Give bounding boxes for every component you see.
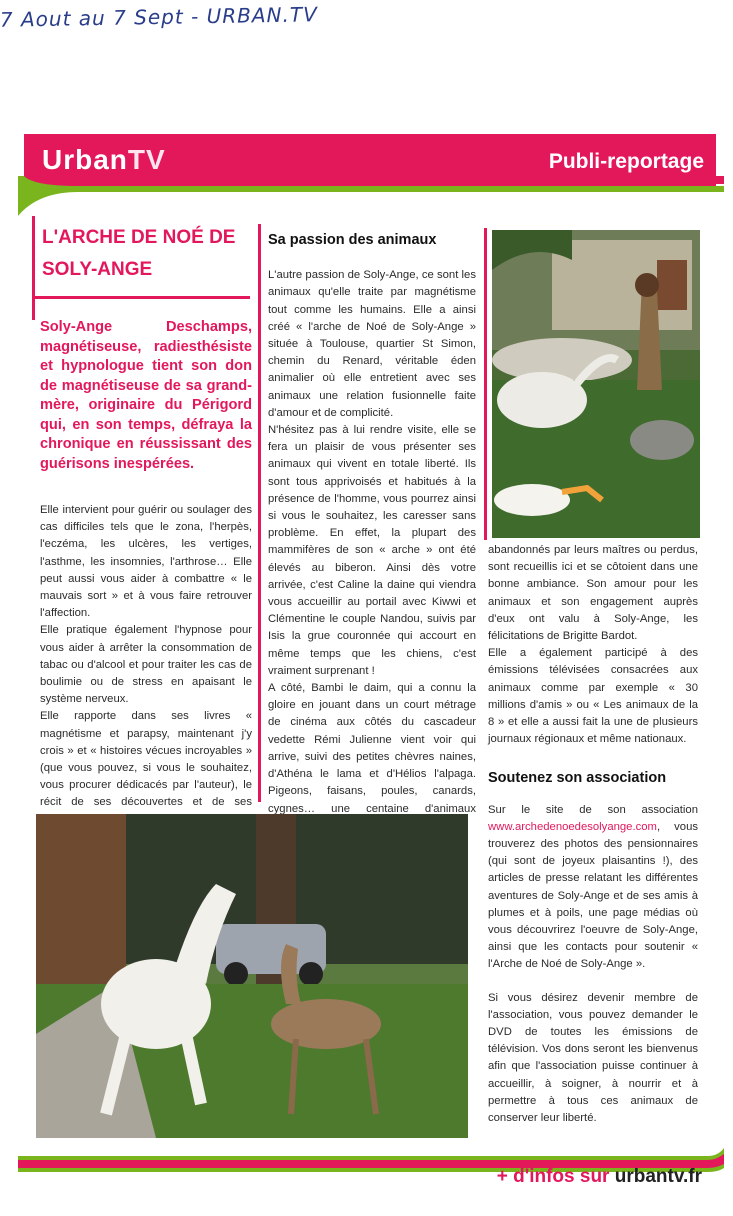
urbantv-logo: [42, 144, 166, 176]
article-intro: Soly-Ange Deschamps, magnétiseuse, radiesthésiste et hypnologue tient son don de magnétiseuse de sa grand-mère, originaire du Périgord qui, en son temps, défraya la chronique en réussissant des guérisons inespérées.: [40, 319, 252, 472]
garden-photo: [492, 230, 700, 538]
col1-paragraph: Elle pratique également l'hypnose pour vous aider à arrêter la consommation de tabac ou d'alcool et pour traiter les cas de boulimie ou de stress en apaisant le système nerveux.: [40, 624, 252, 706]
footer-site-link[interactable]: urbantv.fr: [614, 1166, 702, 1187]
logo-tv: TV: [127, 144, 166, 175]
association-link[interactable]: www.archedenoedesolyange.com: [488, 820, 657, 833]
support-text: , vous trouverez des photos des pensionnaires (qui sont de joyeux plaisantins !), des articles de presse relatant les différentes aventures de Soly-Ange et de ses amis à plumes et à poils, une page médias où vous découvrirez l'oeuvre de Soly-Ange, ainsi que les contacts pour soutenir « l'Arche de Noé de Soly-Ange ».: [488, 820, 698, 971]
col3-paragraph: Elle a également participé à des émissions télévisées consacrées aux animaux comme par exemple « 30 millions d'amis » ou « Les animaux de la 8 » et elle a aussi fait la une de plusieurs journaux régionaux et même nationaux.: [488, 647, 698, 746]
handwritten-note: 7 Aout au 7 Sept - URBAN.TV: [0, 2, 318, 32]
support-intro: Sur le site de son association: [488, 803, 698, 816]
col2-paragraph: N'hésitez pas à lui rendre visite, elle se fera un plaisir de vous présenter ses animaux qui vivent en totale liberté. Ils sont tous apprivoisés et habitués à la présence de l'homme, vous pourrez ainsi si vous le souhaitez, les caresser sans problème. En effet, la plupart des mammifères de son « arche » ont été élevés au biberon. Ainsi dès votre arrivée, c'est Caline la daine qui viendra vous accueillir au portail avec Kiwwi et Clémentine le couple Nandou, suivis par Isis la grue couronnée qui accourt en même temps que les chiens, c'est vraiment surprenant !: [268, 424, 476, 677]
magazine-page: [18, 130, 724, 1202]
column-2-rule: [258, 224, 261, 802]
section-label: Publi-reportage: [548, 150, 704, 173]
column-1-body: [40, 502, 252, 829]
footer-cta: [497, 1166, 702, 1188]
article-title: L'ARCHE DE NOÉ DE SOLY-ANGE: [42, 227, 236, 280]
col1-paragraph: Elle rapporte dans ses livres « magnétisme et parapsy, maintenant j'y crois » et « histoires vécues incroyables » (que vous pouvez, si vous le souhaitez, vous procurer dédicacés par l'auteur), le récit de ses découvertes et de ses: [40, 710, 252, 809]
header-swoosh: [18, 176, 724, 216]
col2-paragraph: A côté, Bambi le daim, qui a connu la gloire en jouant dans un court métrage de cinéma aux côtés du cascadeur vedette Rémi Julienne vient voir qui arrive, suivi des petites chèvres naines, d'Athéna le lama et d'Hélios l'alpaga. Pigeons, faisans, poules, canards, cygnes… une centaine d'animaux: [268, 682, 476, 815]
title-underline: [32, 296, 250, 299]
left-column-rule: [32, 216, 35, 320]
column-2-body: [268, 232, 476, 835]
support-heading: Soutenez son association: [488, 770, 667, 787]
col1-paragraph: Elle intervient pour guérir ou soulager des cas difficiles tels que le zona, l'herpès, l'eczéma, les ulcères, les vertiges, l'asthme, les insomnies, l'arthrose… Elle peut aussi vous aider à combattre « le mauvais sort » et à vous faire retrouver l'affection.: [40, 504, 252, 620]
logo-urban: Urban: [42, 144, 128, 175]
footer-prefix: + d'infos sur: [496, 1166, 610, 1187]
llama-deer-photo: [36, 814, 468, 1138]
col2-paragraph: L'autre passion de Soly-Ange, ce sont les animaux qu'elle traite par magnétisme tout comme les humains. Elle a ainsi créé « l'arche de Noé de Soly-Ange » située à Toulouse, quartier St Simon, chemin du Renard, véritable éden animalier où elle entretient avec ses animaux une relation fusionnelle faite d'amour et de complicité.: [268, 269, 476, 419]
col3-paragraph: abandonnés par leurs maîtres ou perdus, sont recueillis ici et se côtoient dans une bonne ambiance. Son amour pour les animaux et son engagement auprès d'eux ont valu à Soly-Ange, les félicitations de Brigitte Bardot.: [488, 544, 698, 643]
column-3-body: [488, 542, 698, 1127]
passion-heading: Sa passion des animaux: [268, 232, 437, 248]
support-paragraph: [488, 802, 698, 974]
column-3-rule: [484, 228, 487, 540]
membership-paragraph: Si vous désirez devenir membre de l'association, vous pouvez demander le DVD de toutes les émissions de télévision. Vos dons seront les bienvenus afin que l'association puisse continuer à accueillir, à soigner, à nourrir et à permettre à tous ces animaux de conserver leur liberté.: [488, 991, 698, 1125]
